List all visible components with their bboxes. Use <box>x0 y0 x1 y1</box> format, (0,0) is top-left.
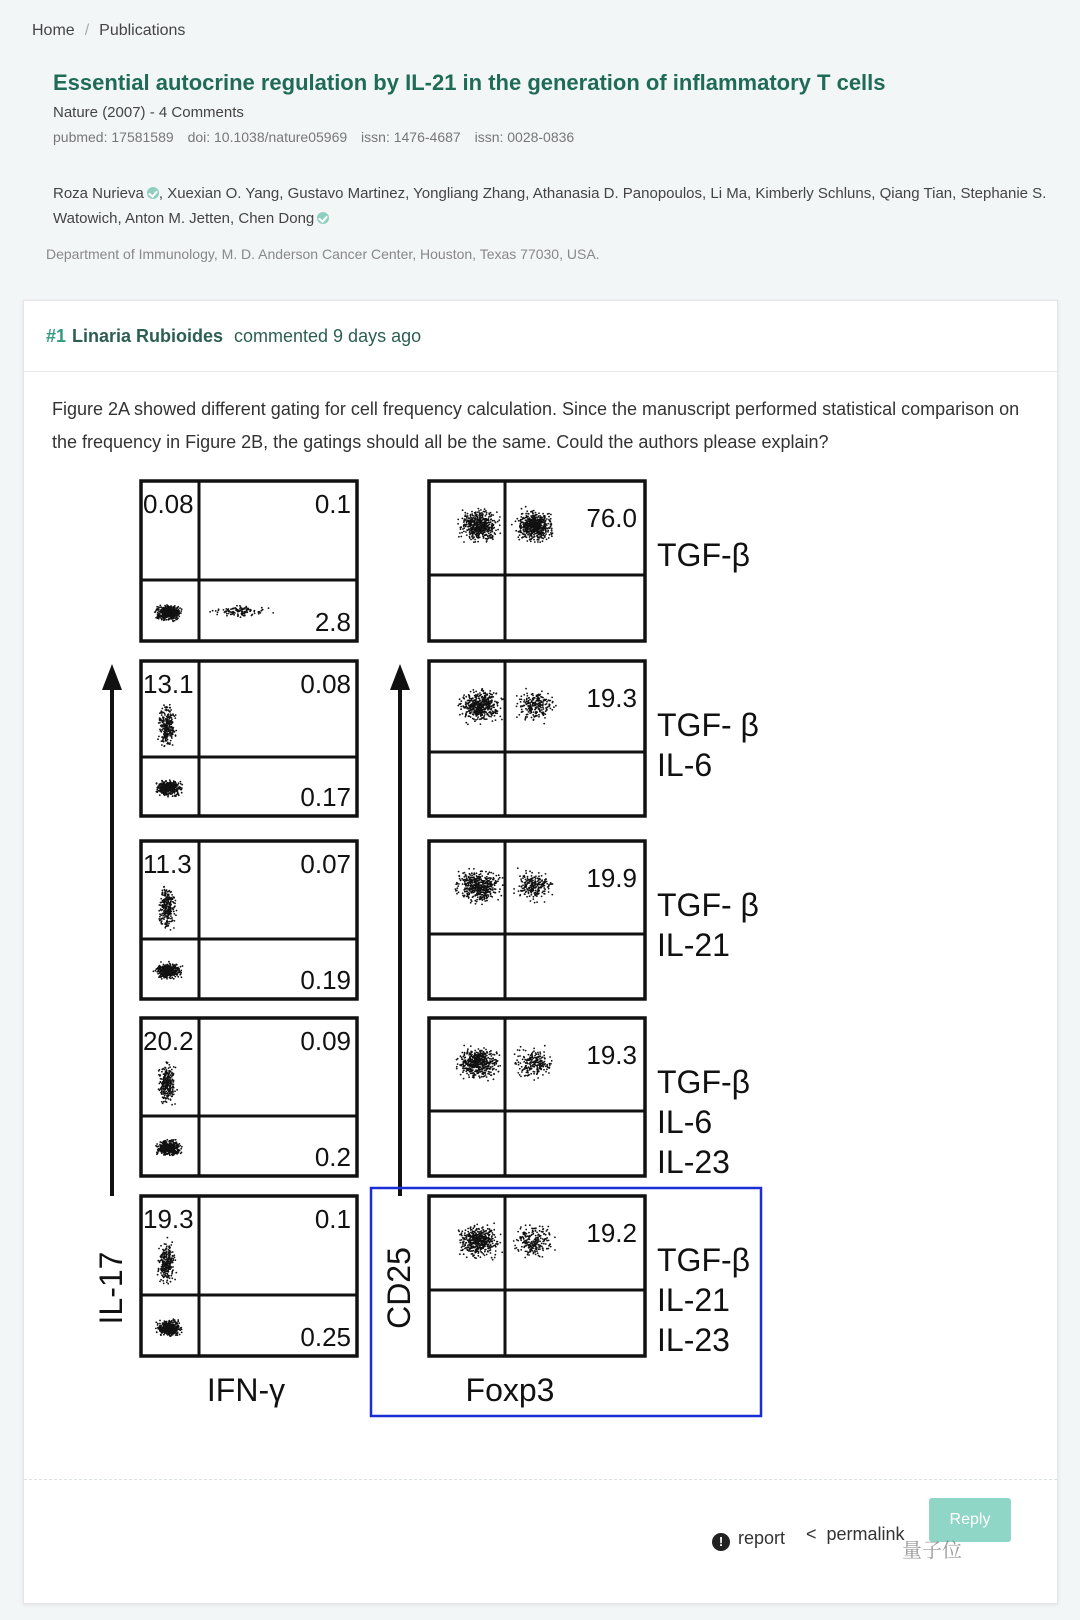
affiliation: Department of Immunology, M. D. Anderson Cancer Center, Houston, Texas 77030, USA. <box>46 246 600 262</box>
dot-cloud <box>458 1222 503 1260</box>
reply-button[interactable]: Reply <box>929 1498 1011 1542</box>
quadrant-value-top-right: 19.3 <box>586 683 637 713</box>
dot-cloud <box>511 506 554 543</box>
dot-cloud <box>157 1237 178 1285</box>
issn-id[interactable]: issn: 0028-0836 <box>474 129 575 145</box>
quadrant-value-bottom-right: 2.8 <box>314 607 351 637</box>
quadrant-value-bottom-right: 0.25 <box>300 1322 351 1352</box>
permalink-label: permalink <box>826 1524 905 1544</box>
condition-label: TGF- β <box>657 707 759 743</box>
condition-label: TGF- β <box>657 887 759 923</box>
pubmed-id[interactable]: pubmed: 17581589 <box>53 129 174 145</box>
comment-author[interactable]: Linaria Rubioides <box>72 326 224 346</box>
quadrant-value-top-right: 0.09 <box>300 1026 351 1056</box>
axis-label-ifn-gamma: IFN-γ <box>206 1372 286 1408</box>
report-link[interactable] <box>712 1528 785 1551</box>
quadrant-value-bottom-right: 0.17 <box>300 782 351 812</box>
quadrant-value-top-right: 19.2 <box>586 1218 637 1248</box>
dot-cloud <box>455 868 504 905</box>
publication-ids <box>53 129 584 145</box>
quadrant-value-top-right: 76.0 <box>586 503 637 533</box>
verified-icon <box>147 187 159 199</box>
condition-label: TGF-β <box>657 1242 751 1278</box>
quadrant-value-top-right: 19.3 <box>586 1040 637 1070</box>
arrow-head-icon <box>390 664 410 690</box>
condition-label: IL-6 <box>657 747 713 783</box>
doi-id[interactable]: doi: 10.1038/nature05969 <box>187 129 348 145</box>
permalink-link[interactable] <box>806 1524 905 1545</box>
quadrant-value-top-right: 0.1 <box>314 489 351 519</box>
condition-label: IL-21 <box>657 927 730 963</box>
figure-image <box>64 476 784 1426</box>
watermark-text: 量子位 <box>902 1538 962 1562</box>
flow-cytometry-figure <box>64 476 784 1426</box>
axis-label-cd25: CD25 <box>381 1247 417 1329</box>
dot-cloud <box>154 604 183 622</box>
arrow-head-icon <box>102 664 122 690</box>
dot-cloud <box>514 1045 553 1081</box>
share-icon: < <box>806 1524 817 1544</box>
quadrant-value-top-right: 0.08 <box>300 669 351 699</box>
dot-cloud <box>155 1318 183 1337</box>
condition-label: IL-23 <box>657 1322 730 1358</box>
author-list-rest[interactable]: , Xuexian O. Yang, Gustavo Martinez, Yongliang Zhang, Athanasia D. Panopoulos, Li Ma, Kimberly Schluns, Qiang Tian, Stephanie S. Watowich, Anton M. Jetten, Chen Dong <box>53 185 1047 227</box>
quadrant-value-bottom-right: 0.19 <box>300 965 351 995</box>
breadcrumb-separator: / <box>84 22 90 39</box>
breadcrumb <box>32 22 185 40</box>
quadrant-value-top-left: 19.3 <box>143 1204 194 1234</box>
dot-cloud <box>157 704 177 747</box>
dot-cloud <box>158 1061 178 1105</box>
axis-label-foxp3: Foxp3 <box>465 1372 555 1408</box>
condition-label: TGF-β <box>657 537 751 573</box>
comment-card <box>23 300 1058 1604</box>
dot-cloud <box>513 867 553 903</box>
comment-number[interactable]: #1 <box>46 326 67 346</box>
publication-title[interactable]: Essential autocrine regulation by IL-21 in the generation of inflammatory T cells <box>53 70 886 95</box>
comment-meta: commented 9 days ago <box>234 326 422 346</box>
issn-id[interactable]: issn: 1476-4687 <box>361 129 461 145</box>
quadrant-value-top-left: 20.2 <box>143 1026 194 1056</box>
comment-body: Figure 2A showed different gating for cell frequency calculation. Since the manuscript performed statistical comparison on the frequency in Figure 2B, the gatings should all be the same. Could the authors please explain? <box>52 399 1020 452</box>
quadrant-value-top-right: 0.07 <box>300 849 351 879</box>
dot-cloud <box>513 1224 556 1258</box>
dot-cloud <box>153 961 184 980</box>
quadrant-value-bottom-right: 0.2 <box>314 1142 351 1172</box>
breadcrumb-publications-link[interactable]: Publications <box>99 22 186 39</box>
author-roza-nurieva[interactable]: Roza Nurieva <box>53 185 144 202</box>
quadrant-value-top-left: 0.08 <box>143 489 194 519</box>
condition-label: TGF-β <box>657 1064 751 1100</box>
quadrant-value-top-right: 19.9 <box>586 863 637 893</box>
dot-cloud <box>457 688 504 725</box>
journal-line: Nature (2007) - 4 Comments <box>53 104 244 121</box>
dot-cloud <box>456 1045 502 1082</box>
dot-cloud <box>516 688 557 725</box>
quadrant-value-top-left: 11.3 <box>143 849 192 879</box>
axis-label-il17: IL-17 <box>93 1251 129 1325</box>
report-label: report <box>738 1528 786 1548</box>
quadrant-value-top-right: 0.1 <box>314 1204 351 1234</box>
condition-label: IL-21 <box>657 1282 730 1318</box>
verified-icon <box>317 212 329 224</box>
author-list <box>53 181 1053 231</box>
report-icon: ! <box>712 1533 730 1551</box>
condition-label: IL-6 <box>657 1104 713 1140</box>
quadrant-value-top-left: 13.1 <box>143 669 194 699</box>
dot-cloud <box>155 1139 183 1156</box>
comment-header <box>24 301 1057 372</box>
comment-footer <box>24 1479 1057 1604</box>
dot-cloud <box>158 886 177 931</box>
dot-cloud <box>209 605 274 618</box>
breadcrumb-home-link[interactable]: Home <box>32 22 75 39</box>
dot-cloud <box>156 779 184 797</box>
condition-label: IL-23 <box>657 1144 730 1180</box>
dot-cloud <box>457 508 501 543</box>
